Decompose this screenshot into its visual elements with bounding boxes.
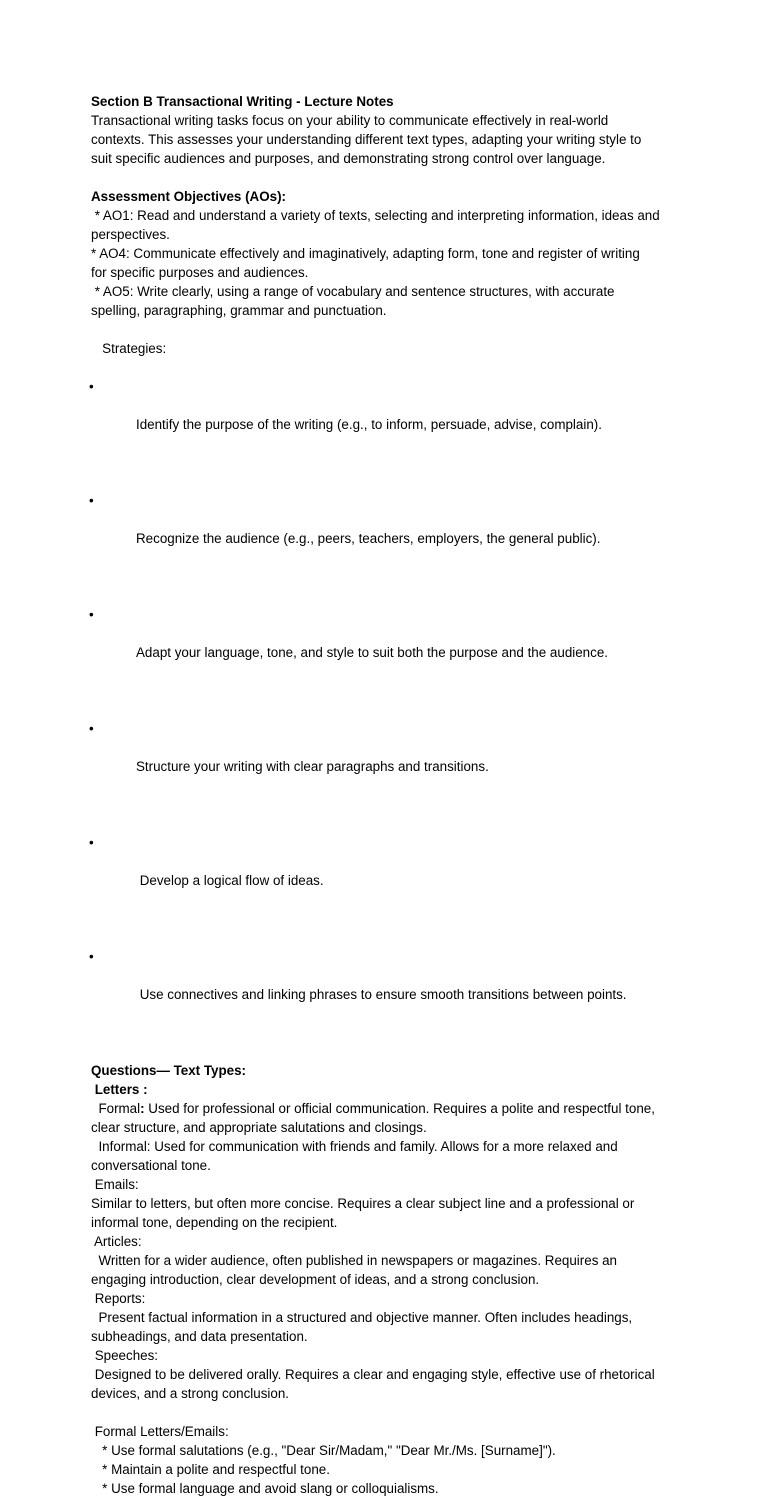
list-item-text: Adapt your language, tone, and style to suit both the purpose and the audience.: [136, 645, 608, 660]
questions-heading: Questions— Text Types:: [91, 1063, 247, 1078]
articles-line-2: engaging introduction, clear development of ideas, and a strong conclusion.: [91, 1272, 540, 1287]
speeches-line-2: devices, and a strong conclusion.: [91, 1386, 290, 1401]
ao-line: spelling, paragraphing, grammar and punctuation.: [91, 303, 387, 318]
document-title: Section B Transactional Writing - Lecture Notes: [91, 94, 394, 109]
list-item: [91, 700, 691, 814]
formal-letters-item: * Use formal salutations (e.g., "Dear Sir/Madam," "Dear Mr./Ms. [Surname]").: [91, 1443, 556, 1458]
informal-line-2: conversational tone.: [91, 1158, 211, 1173]
speeches-line: Designed to be delivered orally. Requires a clear and engaging style, effective use of rhetorical: [91, 1367, 655, 1382]
reports-line-2: subheadings, and data presentation.: [91, 1329, 308, 1344]
reports-heading: Reports:: [91, 1291, 146, 1306]
ao-line: * AO4: Communicate effectively and imaginatively, adapting form, tone and register of writing: [91, 246, 640, 261]
letters-heading: Letters :: [91, 1082, 148, 1097]
ao-line: * AO5: Write clearly, using a range of vocabulary and sentence structures, with accurate: [91, 284, 615, 299]
bullet-icon: •: [89, 379, 94, 394]
document-body: [91, 92, 691, 1498]
formal-text: Used for professional or official communication. Requires a polite and respectful tone,: [144, 1101, 655, 1116]
list-item: [91, 928, 691, 1042]
intro-line: suit specific audiences and purposes, and demonstrating strong control over language.: [91, 151, 606, 166]
intro-line: contexts. This assesses your understanding different text types, adapting your writing style to: [91, 132, 642, 147]
formal-letters-item: * Use formal language and avoid slang or colloquialisms.: [91, 1481, 439, 1496]
reports-line: Present factual information in a structured and objective manner. Often includes headings,: [91, 1310, 633, 1325]
articles-heading: Articles:: [91, 1234, 142, 1249]
bullet-icon: •: [89, 835, 94, 850]
list-item: [91, 586, 691, 700]
formal-label: Formal: [91, 1101, 141, 1116]
formal-letters-heading: Formal Letters/Emails:: [91, 1424, 229, 1439]
list-item-text: Recognize the audience (e.g., peers, teachers, employers, the general public).: [136, 531, 601, 546]
formal-line: [91, 1099, 691, 1118]
ao-line: * AO1: Read and understand a variety of texts, selecting and interpreting information, ideas and: [91, 208, 660, 223]
list-item-text: Develop a logical flow of ideas.: [136, 873, 324, 888]
list-item: [91, 358, 691, 472]
strategies-heading: Strategies:: [91, 341, 167, 356]
formal-letters-item: * Maintain a polite and respectful tone.: [91, 1462, 330, 1477]
formal-colon: :: [140, 1101, 145, 1116]
bullet-icon: •: [89, 721, 94, 736]
list-item-text: Use connectives and linking phrases to ensure smooth transitions between points.: [136, 987, 627, 1002]
articles-line: Written for a wider audience, often published in newspapers or magazines. Requires an: [91, 1253, 618, 1268]
speeches-heading: Speeches:: [91, 1348, 158, 1363]
informal-line: Informal: Used for communication with friends and family. Allows for a more relaxed and: [91, 1139, 618, 1154]
list-item: [91, 814, 691, 928]
ao-line: for specific purposes and audiences.: [91, 265, 309, 280]
list-item-text: Identify the purpose of the writing (e.g., to inform, persuade, advise, complain).: [136, 417, 602, 432]
list-item-text: Structure your writing with clear paragraphs and transitions.: [136, 759, 489, 774]
emails-heading: Emails:: [91, 1177, 139, 1192]
list-item: [91, 472, 691, 586]
bullet-icon: •: [89, 493, 94, 508]
formal-line-2: clear structure, and appropriate salutations and closings.: [91, 1120, 427, 1135]
emails-line-2: informal tone, depending on the recipient.: [91, 1215, 338, 1230]
bullet-icon: •: [89, 949, 94, 964]
bullet-icon: •: [89, 607, 94, 622]
emails-line: Similar to letters, but often more concise. Requires a clear subject line and a professional or: [91, 1196, 635, 1211]
ao-line: perspectives.: [91, 227, 170, 242]
intro-line: Transactional writing tasks focus on your ability to communicate effectively in real-world: [91, 113, 609, 128]
aos-heading: Assessment Objectives (AOs):: [91, 189, 286, 204]
